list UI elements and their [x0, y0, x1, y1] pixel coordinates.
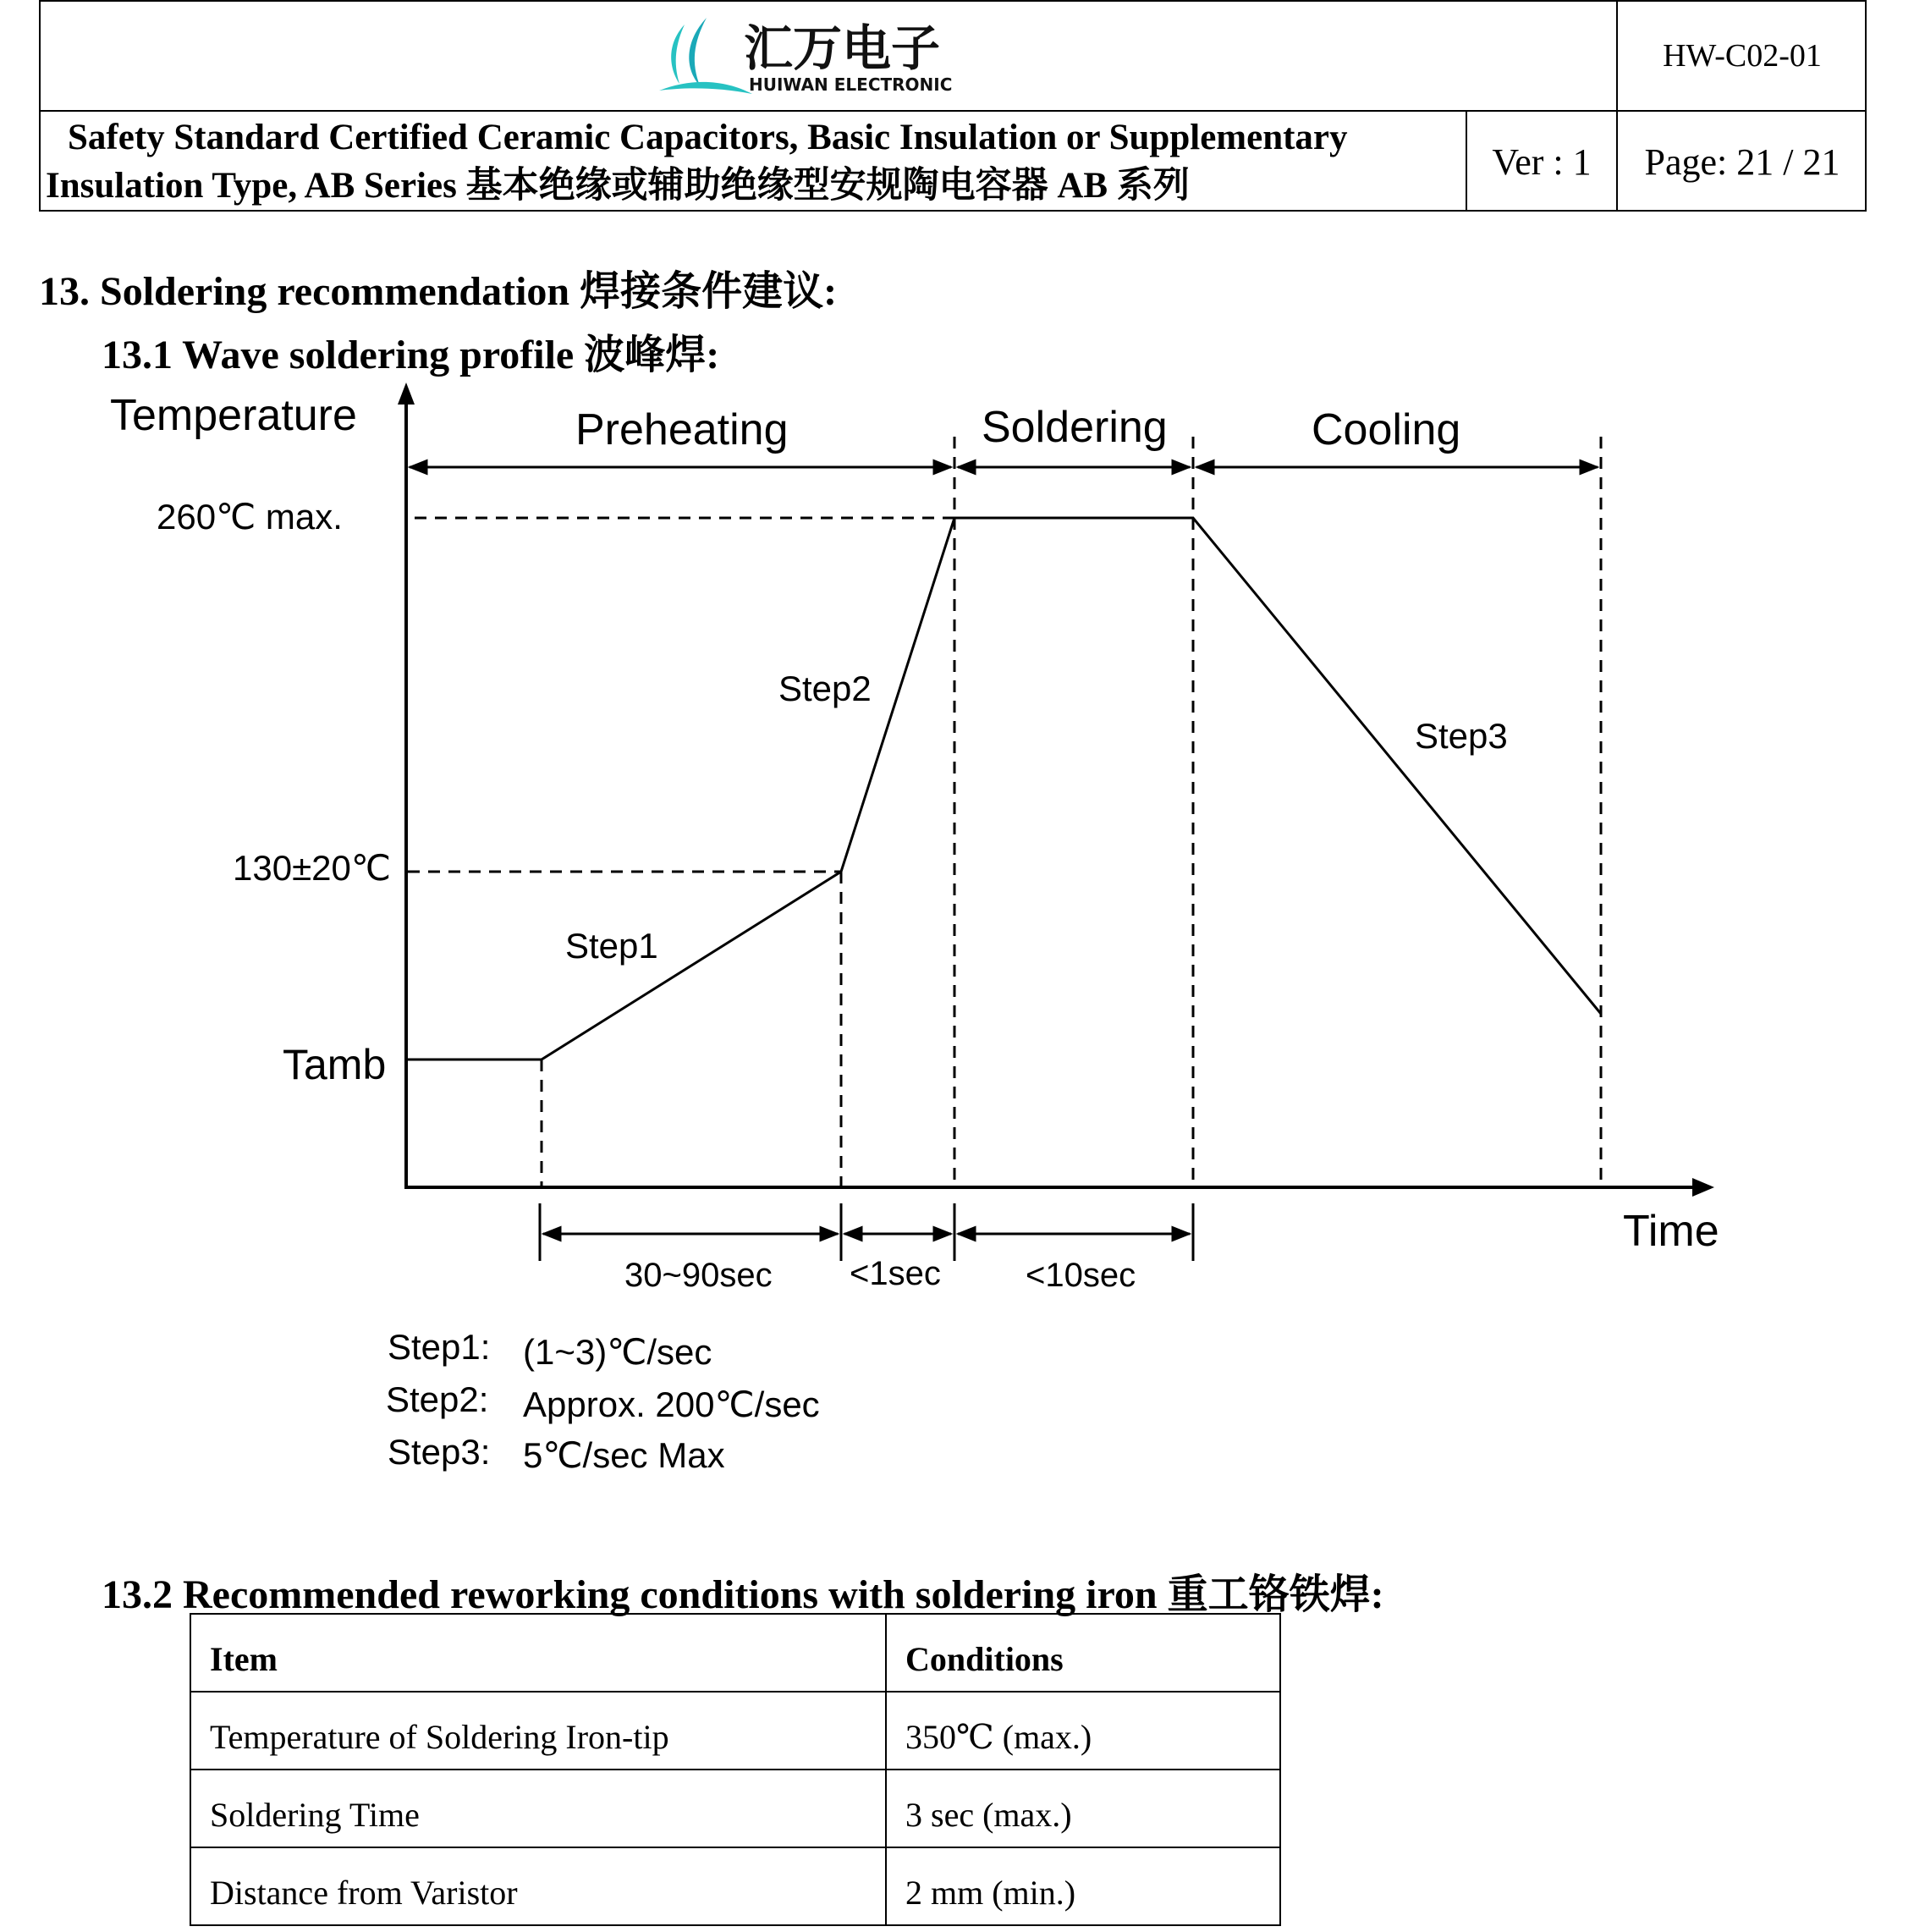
- section-13-2-heading: 13.2 Recommended reworking conditions with soldering iron 重工铬铁焊:: [102, 1572, 1384, 1617]
- duration-label-step2: <1sec: [850, 1255, 941, 1292]
- table-cell: 3 sec (max.): [886, 1770, 1280, 1847]
- note-step2-label: Step2:: [386, 1379, 489, 1419]
- doc-number: HW-C02-01: [1618, 2, 1867, 112]
- temperature-profile-line: [408, 518, 1601, 1060]
- duration-label-step1: 30~90sec: [624, 1257, 773, 1294]
- table-header-cell: Conditions: [886, 1614, 1280, 1692]
- table-row: [190, 1847, 1280, 1925]
- title-line-2: Insulation Type, AB Series 基本绝缘或辅助绝缘型安规陶电容器 AB 系列: [46, 166, 1190, 206]
- table-cell: Distance from Varistor: [190, 1847, 886, 1925]
- note-step2-value: Approx. 200℃/sec: [523, 1384, 820, 1424]
- page-number: Page: 21 / 21: [1644, 140, 1840, 183]
- step3-label: Step3: [1415, 716, 1508, 756]
- table-cell: 2 mm (min.): [886, 1847, 1280, 1925]
- phase-label-preheating: Preheating: [575, 405, 789, 454]
- rework-conditions-table: [190, 1613, 1281, 1926]
- section-13-1-heading: 13.1 Wave soldering profile 波峰焊:: [102, 333, 720, 377]
- table-cell: 350℃ (max.): [886, 1692, 1280, 1770]
- y-tick-label-peak: 260℃ max.: [157, 497, 343, 537]
- x-axis-label: Time: [1623, 1207, 1719, 1256]
- phase-label-soldering: Soldering: [982, 403, 1168, 452]
- y-axis-label: Temperature: [110, 391, 357, 440]
- table-row: [190, 1770, 1280, 1847]
- table-cell: Soldering Time: [190, 1770, 886, 1847]
- step1-label: Step1: [565, 926, 658, 966]
- step2-label: Step2: [778, 669, 872, 708]
- table-header-row: [190, 1614, 1280, 1692]
- phase-label-cooling: Cooling: [1312, 405, 1461, 454]
- duration-label-soldering: <10sec: [1026, 1257, 1136, 1294]
- table-row: [190, 1692, 1280, 1770]
- note-step1-value: (1~3)℃/sec: [523, 1332, 712, 1372]
- title-line-1: Safety Standard Certified Ceramic Capacitors, Basic Insulation or Supplementary: [68, 118, 1348, 157]
- y-tick-label-preheat: 130±20℃: [233, 848, 392, 888]
- x-axis-arrow-icon: [1692, 1178, 1714, 1197]
- y-tick-label-ambient: Tamb: [283, 1041, 387, 1088]
- section-13-heading: 13. Soldering recommendation 焊接条件建议:: [39, 269, 838, 314]
- logo-en-text: HUIWAN ELECTRONIC: [749, 74, 953, 95]
- note-step3-label: Step3:: [388, 1432, 491, 1472]
- logo-cn-text: 汇万电子: [744, 19, 941, 77]
- version-label: Ver : 1: [1467, 112, 1618, 212]
- y-axis-arrow-icon: [398, 383, 415, 405]
- table-cell: Temperature of Soldering Iron-tip: [190, 1692, 886, 1770]
- note-step1-label: Step1:: [388, 1327, 491, 1367]
- note-step3-value: 5℃/sec Max: [523, 1435, 725, 1475]
- table-header-cell: Item: [190, 1614, 886, 1692]
